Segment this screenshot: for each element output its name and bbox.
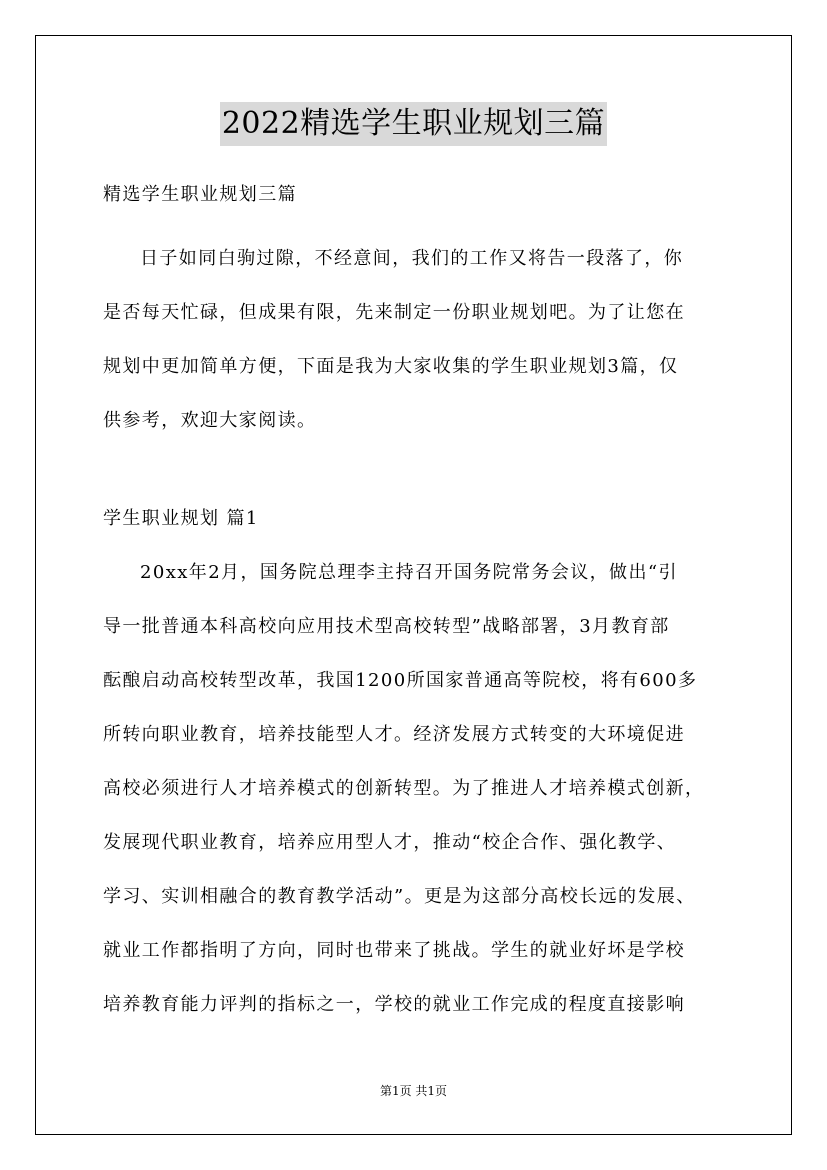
paragraph-line: 所转向职业教育，培养技能型人才。经济发展方式转变的大环境促进: [103, 724, 685, 745]
intro-line: 规划中更加简单方便，下面是我为大家收集的学生职业规划3篇，仅: [103, 356, 679, 377]
intro-line: 日子如同白驹过隙，不经意间，我们的工作又将告一段落了，你: [140, 248, 684, 269]
section-paragraph: [103, 546, 728, 1032]
paragraph-line: 就业工作都指明了方向，同时也带来了挑战。学生的就业好坏是学校: [103, 940, 685, 961]
paragraph-line: 培养教育能力评判的指标之一，学校的就业工作完成的程度直接影响: [103, 994, 685, 1015]
section-title: 学生职业规划 篇1: [103, 508, 259, 529]
intro-line: 是否每天忙碌，但成果有限，先来制定一份职业规划吧。为了让您在: [103, 302, 685, 323]
document-title: 2022精选学生职业规划三篇: [220, 102, 607, 146]
intro-line: 供参考，欢迎大家阅读。: [103, 410, 317, 431]
paragraph-line: 酝酿启动高校转型改革，我国1200所国家普通高等院校，将有600多: [103, 670, 698, 691]
intro-paragraph: [103, 232, 728, 448]
document-title-wrapper: [0, 102, 827, 146]
page-footer: 第1页 共1页: [379, 1084, 448, 1098]
document-subtitle: 精选学生职业规划三篇: [103, 184, 297, 205]
paragraph-line: 20xx年2月，国务院总理李主持召开国务院常务会议，做出“引: [140, 562, 678, 583]
paragraph-line: 高校必须进行人才培养模式的创新转型。为了推进人才培养模式创新，: [103, 778, 705, 799]
paragraph-line: 导一批普通本科高校向应用技术型高校转型”战略部署，3月教育部: [103, 616, 670, 637]
paragraph-line: 学习、实训相融合的教育教学活动”。更是为这部分高校长远的发展、: [103, 886, 696, 907]
paragraph-line: 发展现代职业教育，培养应用型人才，推动“校企合作、强化教学、: [103, 832, 677, 853]
